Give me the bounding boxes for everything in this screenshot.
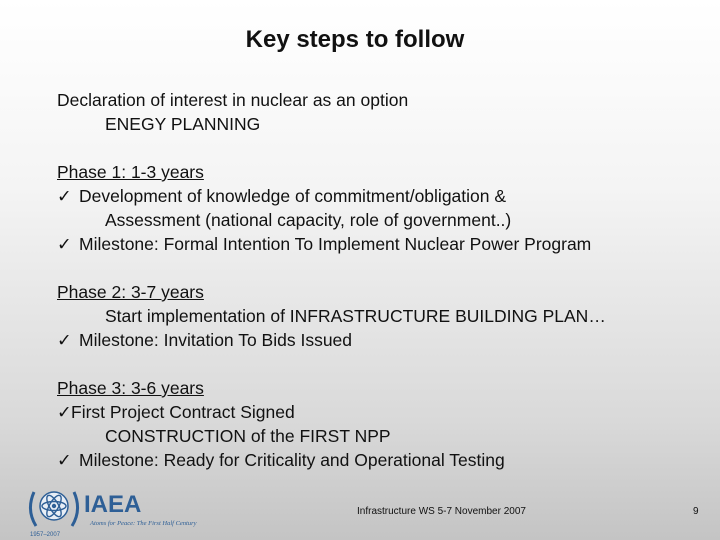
check-icon: ✓	[57, 330, 72, 350]
phase3-heading: Phase 3: 3-6 years	[57, 378, 204, 398]
phase3-item-2-text: Milestone: Ready for Criticality and Operational Testing	[79, 450, 505, 470]
check-icon: ✓	[57, 186, 72, 206]
phase1-item-2-text: Milestone: Formal Intention To Implement Nuclear Power Program	[79, 234, 592, 254]
phase3-item-1-text: First Project Contract Signed	[71, 402, 295, 422]
slide-title: Key steps to follow	[245, 26, 465, 53]
phase3-item-1	[57, 400, 707, 424]
intro-line: Declaration of interest in nuclear as an option	[57, 90, 409, 110]
atom-wreath-icon	[30, 492, 77, 526]
phase3-item-2	[57, 448, 707, 472]
phase1-item-1	[57, 184, 707, 208]
logo-tagline: Atoms for Peace: The First Half Century	[90, 520, 197, 527]
phase2-item-1-text: Milestone: Invitation To Bids Issued	[79, 330, 353, 350]
page-number: 9	[693, 506, 699, 517]
phase3-line: CONSTRUCTION of the FIRST NPP	[105, 426, 391, 446]
iaea-logo	[28, 482, 228, 538]
phase2-heading: Phase 2: 3-7 years	[57, 282, 204, 302]
phase2-item-1	[57, 328, 707, 352]
check-icon: ✓	[57, 402, 72, 422]
phase1-item-1-continued: Assessment (national capacity, role of government..)	[105, 210, 512, 230]
slide-content	[57, 88, 707, 472]
logo-years: 1957–2007	[30, 532, 61, 538]
intro-subline: ENEGY PLANNING	[105, 114, 261, 134]
check-icon: ✓	[57, 234, 72, 254]
phase2-line: Start implementation of INFRASTRUCTURE BUILDING PLAN…	[105, 306, 606, 326]
phase1-heading: Phase 1: 1-3 years	[57, 162, 204, 182]
logo-name: IAEA	[84, 491, 142, 518]
phase1-item-2	[57, 232, 707, 256]
phase1-item-1-text: Development of knowledge of commitment/obligation &	[79, 186, 507, 206]
check-icon: ✓	[57, 450, 72, 470]
footer-text: Infrastructure WS 5-7 November 2007	[357, 506, 526, 517]
